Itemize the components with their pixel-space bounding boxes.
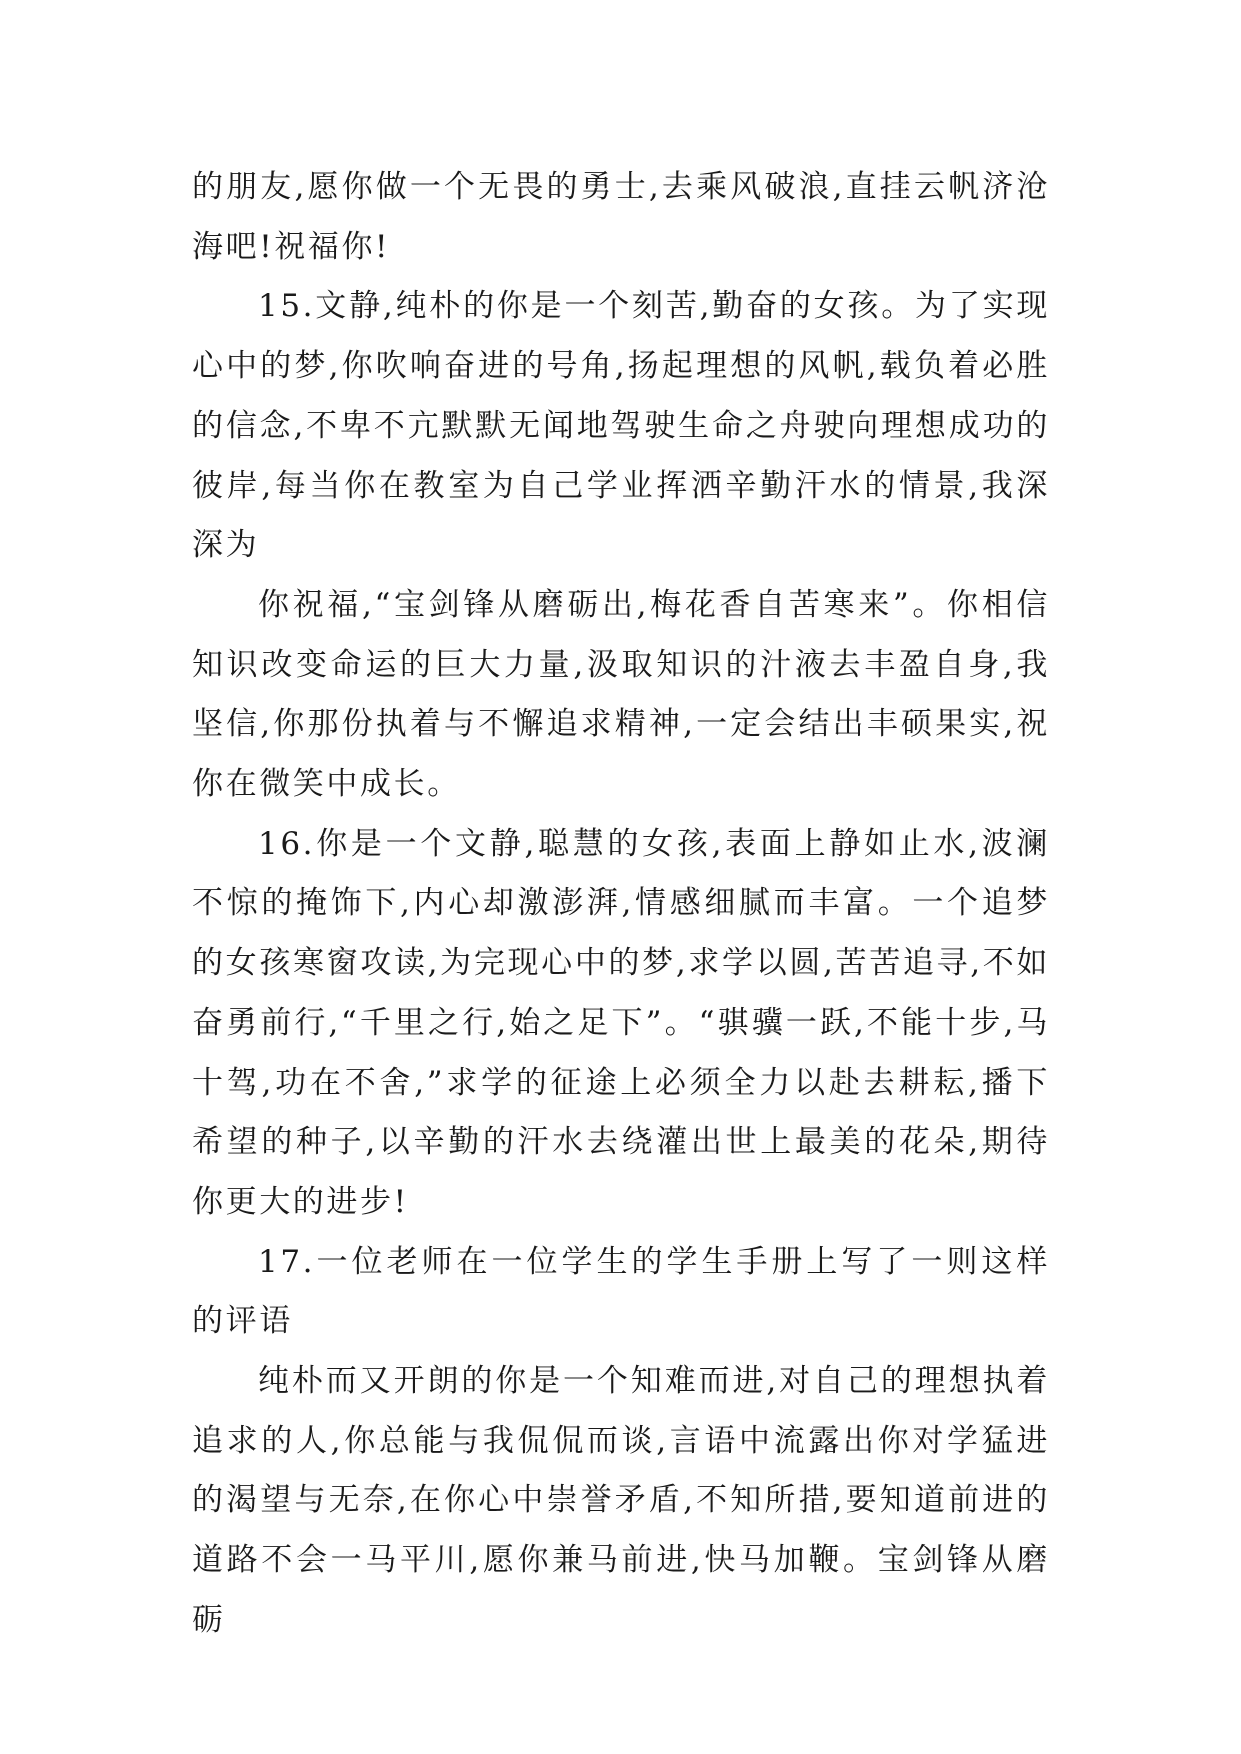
paragraph-item-15-continued: 你祝福,“宝剑锋从磨砺出,梅花香自苦寒来”。你相信知识改变命运的巨大力量,汲取知识的汁液去丰盈自身,我坚信,你那份执着与不懈追求精神,一定会结出丰硕果实,祝你在微笑中成长。 — [192, 586, 1050, 803]
paragraph-item-17-comment: 纯朴而又开朗的你是一个知难而进,对自己的理想执着追求的人,你总能与我侃侃而谈,言语中流露出你对学猛进的渴望与无奈,在你心中崇誉矛盾,不知所措,要知道前进的道路不会一马平川,愿你兼马前进,快马加鞭。宝剑锋从磨砺 — [192, 1363, 1050, 1638]
paragraph-item-15: 15.文静,纯朴的你是一个刻苦,勤奋的女孩。为了实现心中的梦,你吹响奋进的号角,扬起理想的风帆,载负着必胜的信念,不卑不亢默默无闻地驾驶生命之舟驶向理想成功的彼岸,每当你在教室为自己学业挥洒辛勤汗水的情景,我深深为 — [192, 288, 1050, 564]
paragraph-item-16: 16.你是一个文静,聪慧的女孩,表面上静如止水,波澜不惊的掩饰下,内心却激澎湃,情感细腻而丰富。一个追梦的女孩寒窗攻读,为完现心中的梦,求学以圆,苦苦追寻,不如奋勇前行,“千里之行,始之足下”。“骐骥一跃,不能十步,马十驾,功在不舍,”求学的征途上必须全力以赴去耕耘,播下希望的种子,以辛勤的汗水去绕灌出世上最美的花朵,期待你更大的进步! — [192, 825, 1050, 1220]
document-body — [192, 158, 1050, 1651]
paragraph-item-17: 17.一位老师在一位学生的学生手册上写了一则这样的评语 — [192, 1243, 1050, 1340]
paragraph-continuation: 的朋友,愿你做一个无畏的勇士,去乘风破浪,直挂云帆济沧海吧!祝福你! — [192, 169, 1050, 265]
